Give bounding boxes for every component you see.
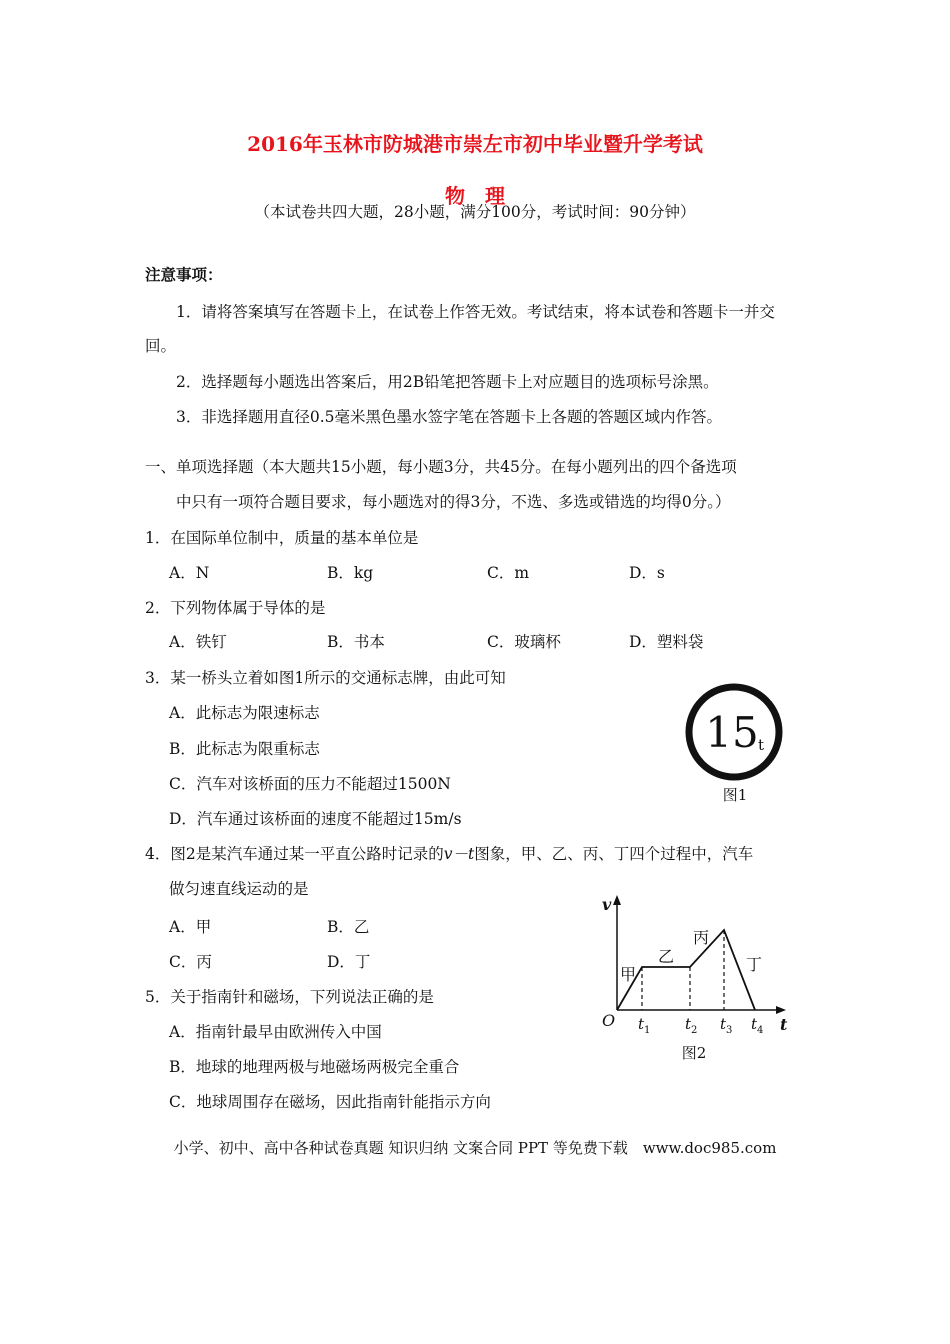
q5-option-c: C．地球周围存在磁场，因此指南针能指示方向 [169,1093,491,1111]
t4-label [751,1015,763,1036]
section-heading-cont: 中只有一项符合题目要求，每小题选对的得3分，不选、多选或错选的均得0分。） [176,493,731,511]
v-axis-label: v [602,895,612,914]
figure-2-caption: 图2 [681,1044,707,1062]
question-2-stem: 2．下列物体属于导体的是 [145,599,326,617]
question-1-stem: 1．在国际单位制中，质量的基本单位是 [145,529,419,547]
t1-sub: 1 [644,1025,651,1036]
t-axis-label: t [780,1015,788,1034]
t4-var: t [751,1015,758,1033]
q3-option-c: C．汽车对该桥面的压力不能超过1500N [169,775,451,793]
t1-label [638,1015,650,1036]
vt-curve [617,930,755,1010]
t3-var: t [720,1015,727,1033]
q2-option-d: D．塑料袋 [629,633,704,651]
q1-option-a: A．N [169,564,210,582]
label-yi: 乙 [658,947,675,966]
label-bing: 丙 [693,928,710,947]
subject-title: 物 理 [445,184,505,208]
q4-option-c: C．丙 [169,953,212,971]
q4-stem-var: v－t [443,845,475,863]
q1-option-b: B．kg [327,564,374,582]
question-5-stem: 5．关于指南针和磁场，下列说法正确的是 [145,988,434,1006]
note-item-1-cont: 回。 [145,337,177,355]
q5-option-b: B．地球的地理两极与地磁场两极完全重合 [169,1058,460,1076]
section-heading: 一、单项选择题（本大题共15小题，每小题3分，共45分。在每小题列出的四个备选项 [145,458,737,476]
q3-option-b: B．此标志为限重标志 [169,740,320,758]
q1-option-d: D．s [629,564,665,582]
t-axis-arrow [776,1006,786,1014]
exam-info: （本试卷共四大题，28小题，满分100分，考试时间：90分钟） [254,203,696,221]
label-jia: 甲 [620,965,637,984]
t4-sub: 4 [757,1025,764,1036]
origin-label: O [602,1011,616,1030]
question-4-stem-cont: 做匀速直线运动的是 [169,880,309,898]
q5-option-a: A．指南针最早由欧洲传入中国 [169,1023,382,1041]
note-item-3: 3．非选择题用直径0.5毫米黑色墨水签字笔在答题卡上各题的答题区域内作答。 [176,408,723,426]
t1-var: t [638,1015,645,1033]
note-item-1: 1．请将答案填写在答题卡上，在试卷上作答无效。考试结束，将本试卷和答题卡一并交 [176,303,775,321]
t2-label [685,1015,697,1036]
v-axis-arrow [613,895,621,905]
q3-option-a: A．此标志为限速标志 [169,704,320,722]
q4-option-d: D．丁 [327,953,371,971]
notes-heading: 注意事项： [145,265,223,284]
q4-stem-pre: 4．图2是某汽车通过某一平直公路时记录的 [145,845,444,863]
t2-var: t [685,1015,692,1033]
q4-option-b: B．乙 [327,918,370,936]
sign-number: 15 [705,708,759,757]
q1-option-c: C．m [487,564,530,582]
figure-1-traffic-sign [680,680,792,806]
figure-2-vt-graph [590,890,800,1070]
figure-1-caption: 图1 [722,786,748,804]
q2-option-a: A．铁钉 [169,633,227,651]
q3-option-d: D．汽车通过该桥面的速度不能超过15m/s [169,810,462,828]
question-3-stem: 3．某一桥头立着如图1所示的交通标志牌，由此可知 [145,669,506,687]
t3-sub: 3 [726,1025,733,1036]
t2-sub: 2 [691,1025,698,1036]
t3-label [720,1015,732,1036]
footer-text: 小学、初中、高中各种试卷真题 知识归纳 文案合同 PPT 等免费下载 www.doc985.com [173,1139,777,1157]
q4-stem-post: 图象，甲、乙、丙、丁四个过程中，汽车 [474,845,754,863]
question-4-stem [145,842,753,864]
q2-option-c: C．玻璃杯 [487,633,561,651]
q2-option-b: B．书本 [327,633,385,651]
exam-title: 2016年玉林市防城港市崇左市初中毕业暨升学考试 [247,132,703,156]
note-item-2: 2．选择题每小题选出答案后，用2B铅笔把答题卡上对应题目的选项标号涂黑。 [176,373,719,391]
label-ding: 丁 [746,955,763,974]
q4-option-a: A．甲 [169,918,212,936]
sign-unit: t [758,736,765,754]
